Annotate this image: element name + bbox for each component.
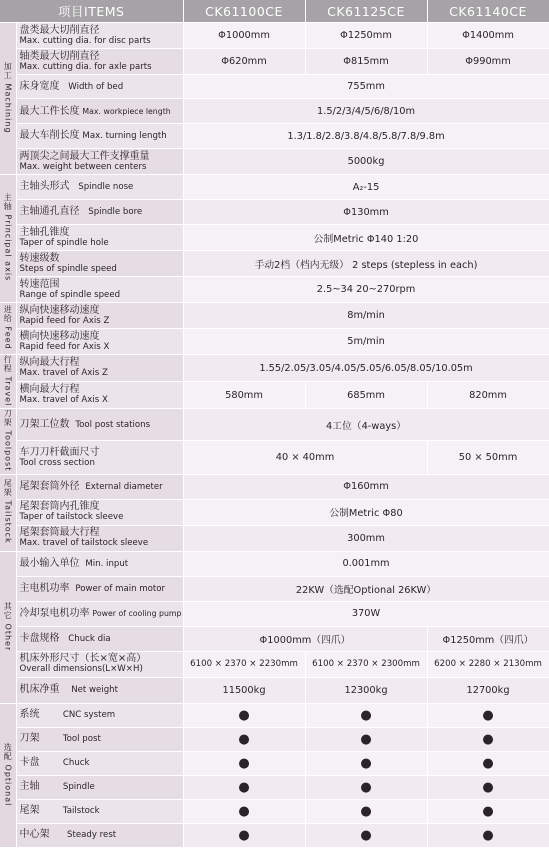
value-cell: 755mm xyxy=(183,75,549,99)
table-row xyxy=(0,499,549,525)
item-label: 轴类最大切削直径 Max. cutting dia. for axle parts xyxy=(16,49,183,75)
table-row xyxy=(0,651,549,677)
header-model-1: CK61100CE xyxy=(183,0,305,23)
item-label: 主轴通孔直径 Spindle bore xyxy=(16,200,183,225)
value-cell: 公制Metric Φ80 xyxy=(183,499,549,525)
option-dot: ● xyxy=(183,751,305,775)
value-cell: 370W xyxy=(183,601,549,626)
item-label: 主轴孔锥度 Taper of spindle hole xyxy=(16,225,183,251)
value-cell: 4工位（4-ways） xyxy=(183,409,549,441)
value-cell: 0.001mm xyxy=(183,551,549,576)
option-dot: ● xyxy=(305,703,427,727)
value-cell: 580mm xyxy=(183,382,305,409)
option-dot: ● xyxy=(305,799,427,823)
item-label: 车刀刀杆截面尺寸 Tool cross section xyxy=(16,441,183,474)
header-model-3: CK61140CE xyxy=(427,0,549,23)
value-cell: 2.5~34 20~270rpm xyxy=(183,277,549,303)
table-row xyxy=(0,751,549,775)
category-feed: 进给 Feed xyxy=(0,303,16,355)
value-cell: 300mm xyxy=(183,525,549,551)
category-other: 其它 Other xyxy=(0,551,16,703)
header-items: 项目ITEMS xyxy=(0,0,183,23)
item-label: 最大车削长度 Max. turning length xyxy=(16,124,183,149)
option-dot: ● xyxy=(427,751,549,775)
item-label: 横向最大行程 Max. travel of Axis X xyxy=(16,382,183,409)
value-cell: Φ160mm xyxy=(183,474,549,499)
table-row xyxy=(0,175,549,200)
item-label: 纵向最大行程 Max. travel of Axis Z xyxy=(16,355,183,382)
table-row xyxy=(0,703,549,727)
table-row xyxy=(0,474,549,499)
value-cell: 50 × 50mm xyxy=(427,441,549,474)
value-cell: A₂-15 xyxy=(183,175,549,200)
item-label: 主轴 Spindle xyxy=(16,775,183,799)
value-cell: 11500kg xyxy=(183,677,305,703)
value-cell: 5m/min xyxy=(183,329,549,355)
value-cell: Φ1400mm xyxy=(427,23,549,49)
table-row xyxy=(0,799,549,823)
option-dot: ● xyxy=(305,751,427,775)
table-row xyxy=(0,441,549,474)
table-row xyxy=(0,225,549,251)
table-row xyxy=(0,277,549,303)
value-cell: Φ1250mm（四爪） xyxy=(427,626,549,651)
table-row xyxy=(0,677,549,703)
value-cell: Φ990mm xyxy=(427,49,549,75)
table-row xyxy=(0,551,549,576)
item-label: 最大工件长度 Max. workpiece length xyxy=(16,99,183,124)
option-dot: ● xyxy=(427,823,549,847)
item-label: 卡盘 Chuck xyxy=(16,751,183,775)
item-label: 机床外形尺寸（长×宽×高） Overall dimensions(L×W×H) xyxy=(16,651,183,677)
item-label: 尾架 Tailstock xyxy=(16,799,183,823)
header-model-2: CK61125CE xyxy=(305,0,427,23)
value-cell: 6100 × 2370 × 2230mm xyxy=(183,651,305,677)
table-row xyxy=(0,124,549,149)
header-row xyxy=(0,0,549,23)
category-principal-axis: 主轴 Principal axis xyxy=(0,175,16,303)
table-row xyxy=(0,525,549,551)
table-row xyxy=(0,23,549,49)
table-row xyxy=(0,99,549,124)
table-row xyxy=(0,149,549,175)
item-label: 主轴头形式 Spindle nose xyxy=(16,175,183,200)
value-cell: 820mm xyxy=(427,382,549,409)
option-dot: ● xyxy=(305,727,427,751)
item-label: 转速级数 Steps of spindle speed xyxy=(16,251,183,277)
value-cell: 1.5/2/3/4/5/6/8/10m xyxy=(183,99,549,124)
value-cell: 685mm xyxy=(305,382,427,409)
item-label: 尾架套筒内孔锥度 Taper of tailstock sleeve xyxy=(16,499,183,525)
item-label: 床身宽度 Width of bed xyxy=(16,75,183,99)
option-dot: ● xyxy=(427,799,549,823)
item-label: 系统 CNC system xyxy=(16,703,183,727)
table-row xyxy=(0,576,549,601)
item-label: 冷却泵电机功率 Power of cooling pump xyxy=(16,601,183,626)
item-label: 尾架套筒最大行程 Max. travel of tailstock sleeve xyxy=(16,525,183,551)
value-cell: Φ620mm xyxy=(183,49,305,75)
item-label: 转速范围 Range of spindle speed xyxy=(16,277,183,303)
table-row xyxy=(0,775,549,799)
category-machining: 加工 Machining xyxy=(0,23,16,175)
table-row xyxy=(0,382,549,409)
option-dot: ● xyxy=(427,775,549,799)
table-row xyxy=(0,601,549,626)
table-row xyxy=(0,251,549,277)
item-label: 卡盘规格 Chuck dia xyxy=(16,626,183,651)
item-label: 主电机功率 Power of main motor xyxy=(16,576,183,601)
item-label: 刀架 Tool post xyxy=(16,727,183,751)
value-cell: 40 × 40mm xyxy=(183,441,427,474)
item-label: 横向快速移动速度 Rapid feed for Axis X xyxy=(16,329,183,355)
table-row xyxy=(0,200,549,225)
value-cell: 22KW（选配Optional 26KW） xyxy=(183,576,549,601)
category-toolpost: 刀架 Toolpost xyxy=(0,409,16,474)
value-cell: Φ1000mm xyxy=(183,23,305,49)
item-label: 尾架套筒外径 External diameter xyxy=(16,474,183,499)
table-row xyxy=(0,727,549,751)
value-cell: 12300kg xyxy=(305,677,427,703)
item-label: 机床净重 Net weight xyxy=(16,677,183,703)
option-dot: ● xyxy=(427,703,549,727)
option-dot: ● xyxy=(183,703,305,727)
option-dot: ● xyxy=(427,727,549,751)
item-label: 纵向快速移动速度 Rapid feed for Axis Z xyxy=(16,303,183,329)
option-dot: ● xyxy=(183,799,305,823)
value-cell: Φ815mm xyxy=(305,49,427,75)
value-cell: 1.55/2.05/3.05/4.05/5.05/6.05/8.05/10.05m xyxy=(183,355,549,382)
table-row xyxy=(0,355,549,382)
option-dot: ● xyxy=(305,775,427,799)
value-cell: 5000kg xyxy=(183,149,549,175)
item-label: 中心架 Steady rest xyxy=(16,823,183,847)
category-travel: 行程 Travel xyxy=(0,355,16,409)
value-cell: 手动2档（档内无级） 2 steps (stepless in each) xyxy=(183,251,549,277)
category-tailstock: 尾架 Tailstock xyxy=(0,474,16,551)
value-cell: 6200 × 2280 × 2130mm xyxy=(427,651,549,677)
option-dot: ● xyxy=(305,823,427,847)
table-row xyxy=(0,823,549,847)
value-cell: Φ1000mm（四爪） xyxy=(183,626,427,651)
option-dot: ● xyxy=(183,775,305,799)
category-optional: 选配 Optional xyxy=(0,703,16,847)
table-row xyxy=(0,49,549,75)
item-label: 刀架工位数 Tool post stations xyxy=(16,409,183,441)
table-row xyxy=(0,409,549,441)
option-dot: ● xyxy=(183,727,305,751)
item-label: 盘类最大切削直径 Max. cutting dia. for disc parts xyxy=(16,23,183,49)
item-label: 两顶尖之间最大工件支撑重量 Max. weight between centers xyxy=(16,149,183,175)
option-dot: ● xyxy=(183,823,305,847)
item-label: 最小输入单位 Min. input xyxy=(16,551,183,576)
value-cell: Φ1250mm xyxy=(305,23,427,49)
table-row xyxy=(0,329,549,355)
table-row xyxy=(0,303,549,329)
table-row xyxy=(0,626,549,651)
value-cell: 6100 × 2370 × 2300mm xyxy=(305,651,427,677)
table-row xyxy=(0,75,549,99)
value-cell: 公制Metric Φ140 1:20 xyxy=(183,225,549,251)
value-cell: 1.3/1.8/2.8/3.8/4.8/5.8/7.8/9.8m xyxy=(183,124,549,149)
value-cell: Φ130mm xyxy=(183,200,549,225)
value-cell: 8m/min xyxy=(183,303,549,329)
value-cell: 12700kg xyxy=(427,677,549,703)
